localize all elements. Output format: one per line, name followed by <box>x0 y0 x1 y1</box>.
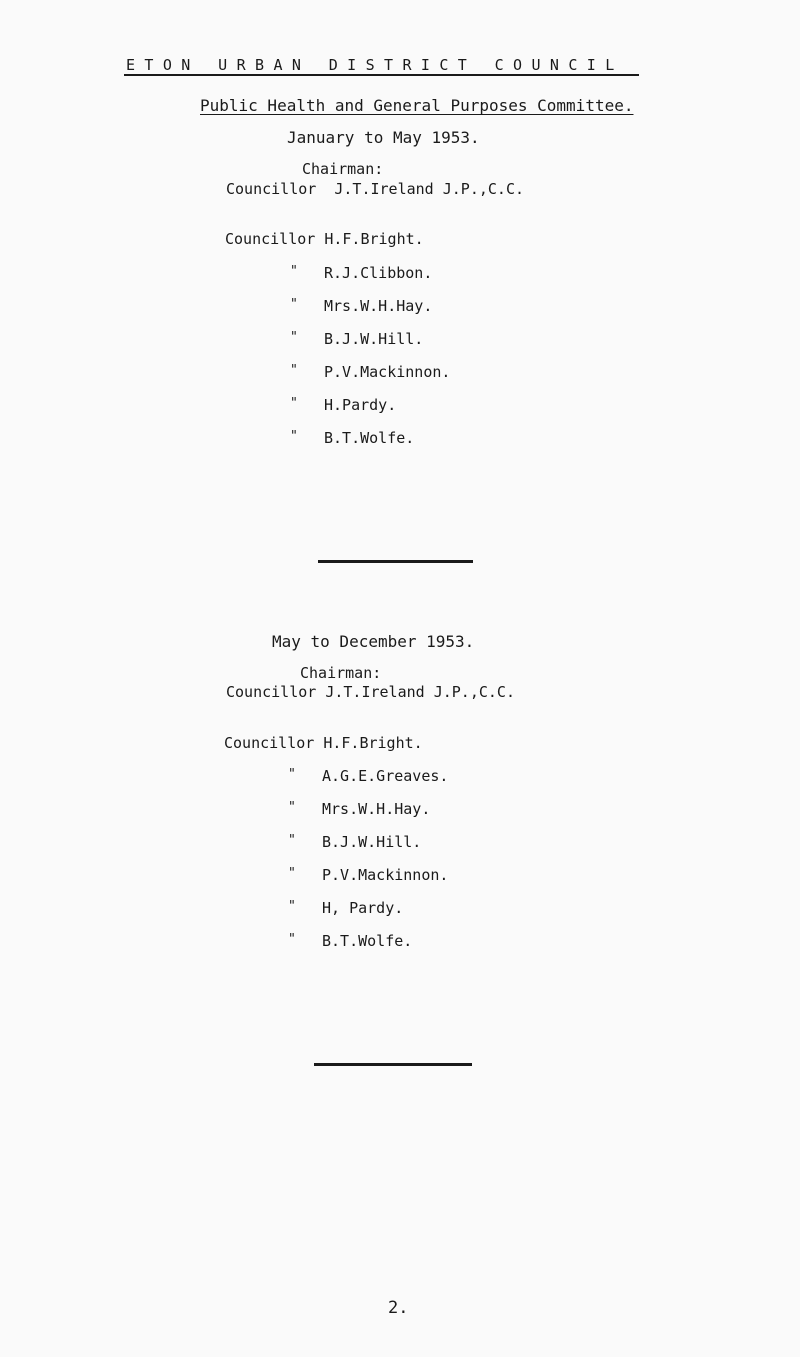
period1-first-member: Councillor H.F.Bright. <box>225 230 424 248</box>
ditto-mark: " <box>288 932 296 947</box>
ditto-mark: " <box>290 396 298 411</box>
member-name: P.V.Mackinnon. <box>322 866 449 884</box>
period2-chair-name: Councillor J.T.Ireland J.P.,C.C. <box>226 683 515 701</box>
ditto-mark: " <box>288 866 296 881</box>
ditto-mark: " <box>288 767 296 782</box>
period2-first-member: Councillor H.F.Bright. <box>224 734 423 752</box>
member-name: H.Pardy. <box>324 396 397 414</box>
ditto-mark: " <box>288 800 296 815</box>
period1-chair-name: Councillor J.T.Ireland J.P.,C.C. <box>226 180 525 198</box>
ditto-mark: " <box>288 899 296 914</box>
ditto-mark: " <box>290 330 298 345</box>
member-name: Mrs.W.H.Hay. <box>324 297 433 315</box>
council-header: ETON URBAN DISTRICT COUNCIL <box>126 56 624 74</box>
page-number: 2. <box>388 1298 409 1318</box>
member-name: B.J.W.Hill. <box>322 833 422 851</box>
period1-dates: January to May 1953. <box>287 128 480 147</box>
section-separator <box>318 560 473 563</box>
header-underline <box>124 74 639 76</box>
period2-chair-label: Chairman: <box>300 664 382 682</box>
ditto-mark: " <box>290 264 298 279</box>
member-name: A.G.E.Greaves. <box>322 767 449 785</box>
member-name: R.J.Clibbon. <box>324 264 433 282</box>
member-name: H, Pardy. <box>322 899 404 917</box>
member-name: B.J.W.Hill. <box>324 330 424 348</box>
period2-dates: May to December 1953. <box>272 632 475 651</box>
committee-title: Public Health and General Purposes Committee. <box>200 96 634 115</box>
period1-chair-label: Chairman: <box>302 160 384 178</box>
ditto-mark: " <box>288 833 296 848</box>
ditto-mark: " <box>290 297 298 312</box>
ditto-mark: " <box>290 363 298 378</box>
section-separator <box>314 1063 472 1066</box>
member-name: P.V.Mackinnon. <box>324 363 451 381</box>
member-name: B.T.Wolfe. <box>322 932 413 950</box>
member-name: Mrs.W.H.Hay. <box>322 800 431 818</box>
member-name: B.T.Wolfe. <box>324 429 415 447</box>
ditto-mark: " <box>290 429 298 444</box>
